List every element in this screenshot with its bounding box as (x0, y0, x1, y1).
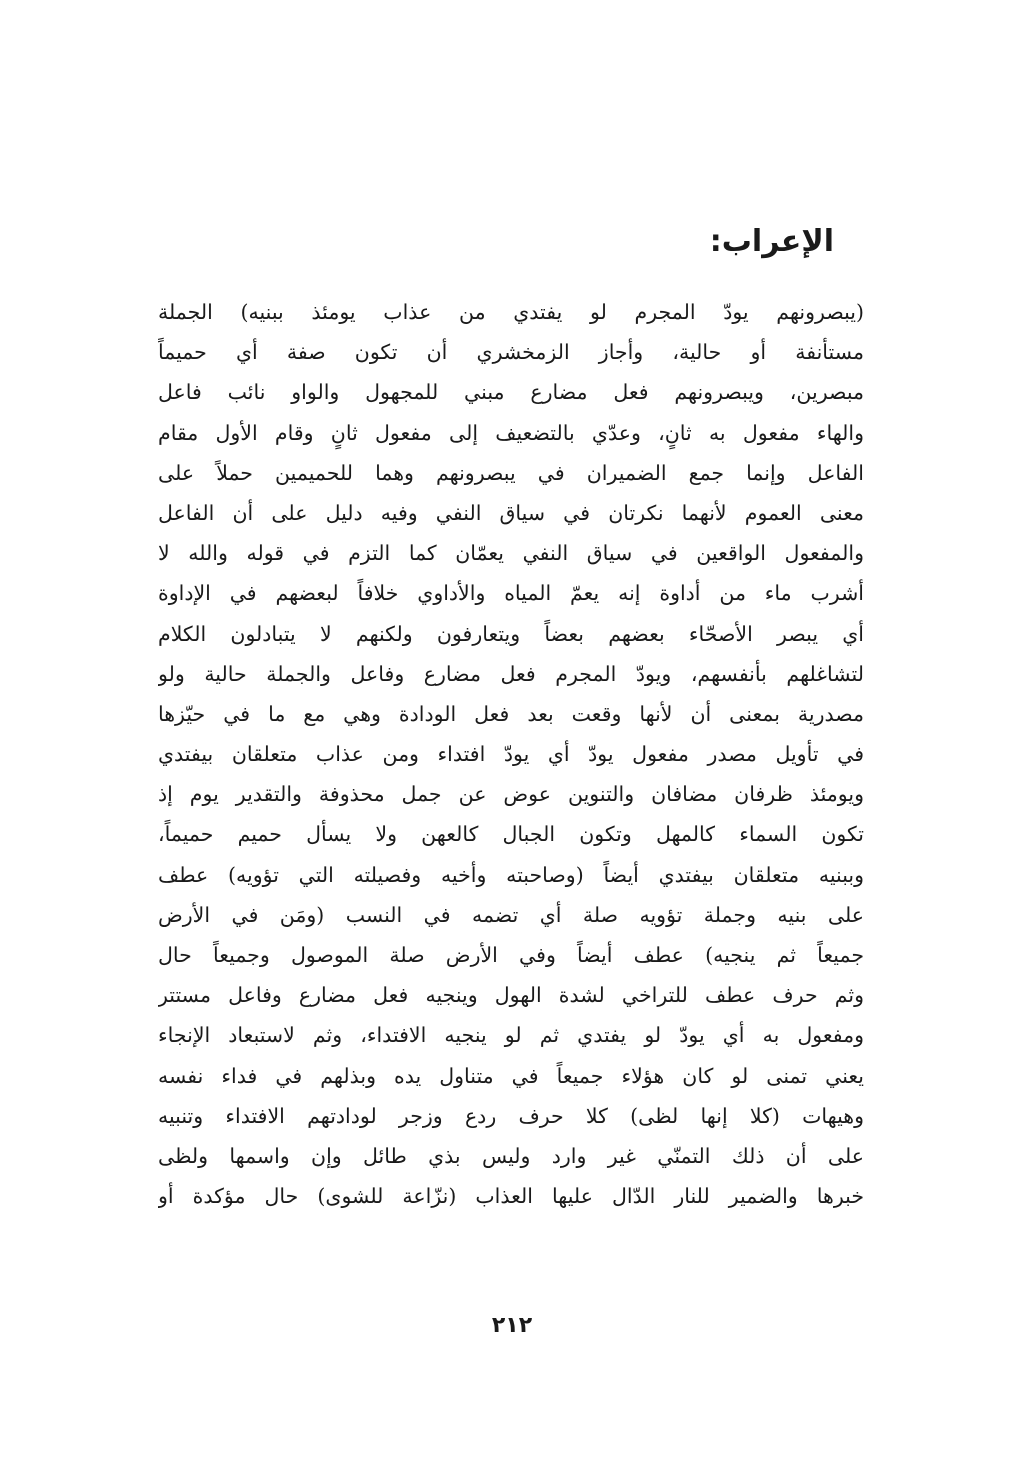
text-line: يعني تمنى لو كان هؤلاء جميعاً في متناول يده وبذلهم في فداء نفسه (158, 1063, 864, 1088)
text-line: جميعاً ثم ينجيه) عطف أيضاً وفي الأرض صلة الموصول وجميعاً حال (158, 943, 864, 967)
text-line: مبصرين، ويبصرونهم فعل مضارع مبني للمجهول والواو نائب فاعل (158, 380, 864, 405)
text-line: والمفعول الواقعين في سياق النفي يعمّان كما التزم في قوله والله لا (158, 541, 864, 566)
text-line: خبرها والضمير للنار الدّال عليها العذاب (نزّاعة للشوى) حال مؤكدة أو (158, 1184, 864, 1209)
text-line: (يبصرونهم يودّ المجرم لو يفتدي من عذاب يومئذ ببنيه) الجملة (158, 300, 864, 324)
text-line: ومفعول به أي يودّ لو يفتدي ثم لو ينجيه الافتداء، وثم لاستبعاد الإنجاء (158, 1023, 864, 1048)
text-line: وهيهات (كلا إنها لظى) كلا حرف ردع وزجر لودادتهم الافتداء وتنبيه (158, 1103, 864, 1128)
text-line: أشرب ماء من أداوة إنه يعمّ المياه والأداوي خلافاً لبعضهم في الإداوة (158, 581, 864, 606)
text-line: تكون السماء كالمهل وتكون الجبال كالعهن ولا يسأل حميم حميماً، (158, 822, 864, 847)
body-text (158, 292, 864, 1216)
text-line: والهاء مفعول به ثانٍ، وعدّي بالتضعيف إلى مفعول ثانٍ وقام الأول مقام (158, 420, 864, 445)
text-line: مصدرية بمعنى أن لأنها وقعت بعد فعل الودادة وهي مع ما في حيّزها (158, 701, 864, 726)
text-line: لتشاغلهم بأنفسهم، ويودّ المجرم فعل مضارع وفاعل والجملة حالية ولو (158, 661, 864, 686)
text-line: وثم حرف عطف للتراخي لشدة الهول وينجيه فعل مضارع وفاعل مستتر (158, 983, 864, 1008)
text-line: أي يبصر الأصحّاء بعضهم بعضاً ويتعارفون ولكنهم لا يتبادلون الكلام (158, 621, 864, 646)
text-line: في تأويل مصدر مفعول يودّ أي يودّ افتداء ومن عذاب متعلقان بيفتدي (158, 742, 864, 767)
text-line: على بنيه وجملة تؤويه صلة أي تضمه في النسب (ومَن في الأرض (158, 902, 864, 927)
text-line: مستأنفة أو حالية، وأجاز الزمخشري أن تكون صفة أي حميماً (158, 340, 864, 365)
text-line: ويومئذ ظرفان مضافان والتنوين عوض عن جمل محذوفة والتقدير يوم إذ (158, 782, 864, 807)
page-number: ٢١٢ (491, 1313, 533, 1338)
text-line: وببنيه متعلقان بيفتدي أيضاً (وصاحبته وأخيه وفصيلته التي تؤويه) عطف (158, 862, 864, 887)
text-line: معنى العموم لأنهما نكرتان في سياق النفي وفيه دليل على أن الفاعل (158, 500, 864, 525)
text-line: الفاعل وإنما جمع الضميران في يبصرونهم وهما للحميمين حملاً على (158, 460, 864, 485)
text-line: على أن ذلك التمنّي غير وارد وليس بذي طائل وإن واسمها ولظى (158, 1143, 864, 1168)
section-heading: الإعراب: (709, 224, 834, 259)
